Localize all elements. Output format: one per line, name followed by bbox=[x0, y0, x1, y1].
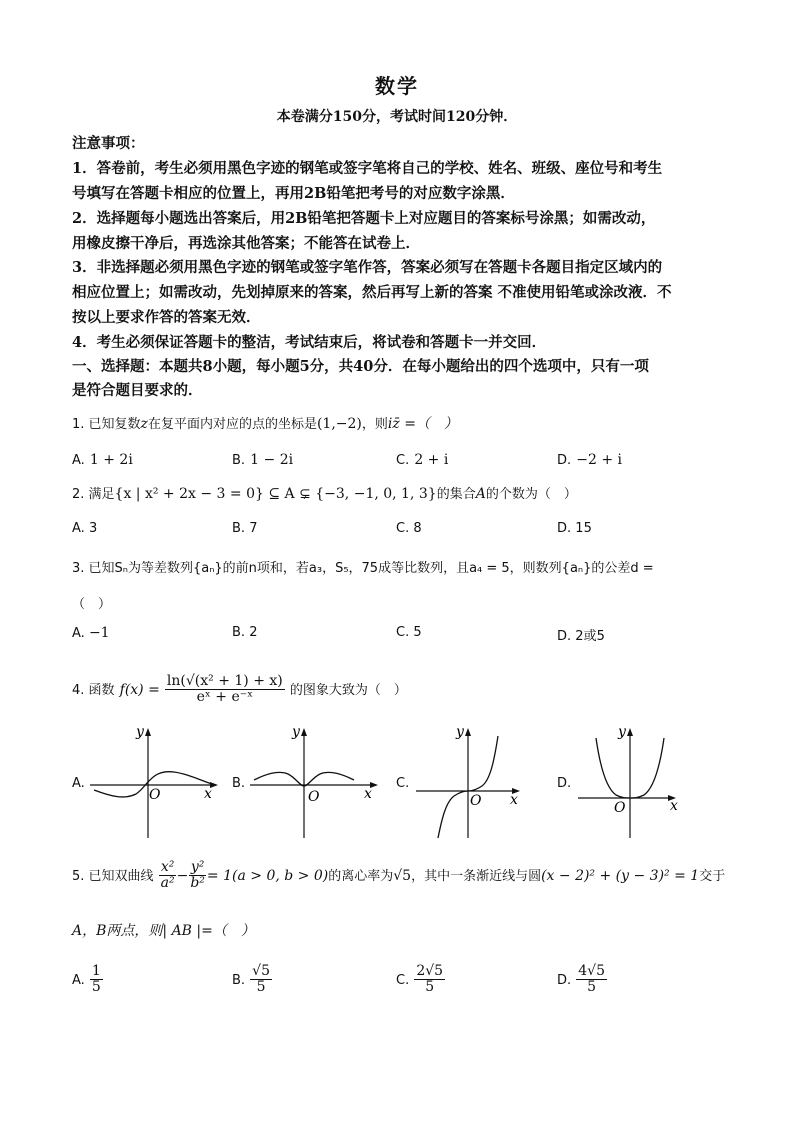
option-d[interactable]: D. 15 bbox=[557, 521, 592, 536]
origin-label: O bbox=[470, 793, 482, 809]
option-c[interactable]: C. 8 bbox=[396, 521, 422, 536]
option-d[interactable]: D. $\frac{4√5}{5}$ bbox=[557, 963, 605, 995]
option-a[interactable]: A. 3 bbox=[72, 521, 98, 536]
y-axis-arrow bbox=[145, 728, 151, 736]
graph-a[interactable] bbox=[88, 722, 223, 840]
x-label: x bbox=[364, 786, 372, 802]
notice-line: 2．选择题每小题选出答案后，用2B铅笔把答题卡上对应题目的答案标号涂黑；如需改动， bbox=[72, 210, 656, 227]
notice-line: 号填写在答题卡相应的位置上，再用2B铅笔把考号的对应数字涂黑． bbox=[72, 185, 515, 202]
section-heading: 一、选择题：本题共8小题，每小题5分，共40分．在每小题给出的四个选项中，只有一项 bbox=[72, 358, 649, 375]
question-3: 3. 已知Sₙ为等差数列{aₙ}的前n项和，若a₃，S₅，75成等比数列，且a₄ = 5，则数列{aₙ}的公差d = bbox=[72, 561, 654, 576]
section-heading: 是符合题目要求的． bbox=[72, 382, 203, 399]
question-5-line2: A，B两点，则| AB |=（ ） bbox=[72, 923, 255, 939]
option-a[interactable]: A. 1 + 2i bbox=[72, 452, 133, 468]
function-fraction: $\frac{\text{ln(√(x² + 1) + x)}}{\text{eˣ + e⁻ˣ}}$ bbox=[166, 673, 283, 705]
x-label: x bbox=[204, 786, 212, 802]
option-b[interactable]: B. 7 bbox=[232, 521, 258, 536]
option-b[interactable]: B. 1 − 2i bbox=[232, 452, 294, 468]
notice-line: 1．答卷前，考生必须用黑色字迹的钢笔或签字笔将自己的学校、姓名、班级、座位号和考生 bbox=[72, 160, 663, 177]
y-axis-arrow bbox=[627, 728, 633, 736]
option-a[interactable]: A. $\frac{1}{5}$ bbox=[72, 963, 101, 995]
exam-info: 本卷满分150分，考试时间120分钟． bbox=[276, 109, 518, 125]
graph-b-label[interactable]: B. bbox=[232, 776, 246, 791]
x-fraction: $\frac{\text{x²}}{\text{a²}}$ bbox=[160, 859, 175, 891]
notice-heading: 注意事项： bbox=[72, 135, 145, 152]
y-label: y bbox=[618, 724, 626, 740]
option-b[interactable]: B. 2 bbox=[232, 625, 258, 640]
graph-a-label[interactable]: A. bbox=[72, 776, 85, 791]
page-title: 数学 bbox=[375, 74, 419, 98]
option-c[interactable]: C. 2 + i bbox=[396, 452, 449, 468]
option-d[interactable]: D. 2或5 bbox=[557, 629, 605, 644]
x-label: x bbox=[670, 798, 678, 814]
question-3-bracket: （ ） bbox=[72, 597, 112, 612]
option-b[interactable]: B. $\frac{√5}{5}$ bbox=[232, 963, 270, 995]
graph-c[interactable] bbox=[412, 722, 547, 840]
y-label: y bbox=[456, 724, 464, 740]
notice-line: 4．考生必须保证答题卡的整洁，考试结束后，将试卷和答题卡一并交回． bbox=[72, 334, 547, 351]
graph-d[interactable] bbox=[574, 722, 709, 840]
y-axis-arrow bbox=[465, 728, 471, 736]
option-d[interactable]: D. −2 + i bbox=[557, 452, 622, 468]
question-2: 2. 满足{x | x² + 2x − 3 = 0} ⊆ A ⊊ {−3, −1, 0, 1, 3}的集合A的个数为（ ） bbox=[72, 486, 577, 502]
y-axis-arrow bbox=[301, 728, 307, 736]
option-c[interactable]: C. 5 bbox=[396, 625, 422, 640]
graph-c-label[interactable]: C. bbox=[396, 776, 410, 791]
y-fraction: $\frac{\text{y²}}{\text{b²}}$ bbox=[190, 859, 205, 891]
graph-b[interactable] bbox=[248, 722, 383, 840]
notice-line: 按以上要求作答的答案无效． bbox=[72, 309, 261, 326]
x-label: x bbox=[510, 792, 518, 808]
notice-line: 3．非选择题必须用黑色字迹的钢笔或签字笔作答，答案必须写在答题卡各题目指定区域内的 bbox=[72, 259, 663, 276]
origin-label: O bbox=[614, 800, 626, 816]
origin-label: O bbox=[149, 787, 161, 803]
option-a[interactable]: A. −1 bbox=[72, 625, 110, 641]
question-4: 4. 函数 f(x) = $\frac{\text{ln(√(x² + 1) + x)}}{\text{eˣ + e⁻ˣ}}$ 的图象大致为（ ） bbox=[72, 673, 407, 705]
y-label: y bbox=[292, 724, 300, 740]
option-c[interactable]: C. $\frac{2√5}{5}$ bbox=[396, 963, 444, 995]
question-5: 5. 已知双曲线 $\frac{\text{x²}}{\text{a²}}$ − $\frac{\text{y²}}{\text{b²}}$ = 1(a > 0, b > 0)的离心率为√5，其中一条渐近线与圆(x − 2)² + (y − 3)² = 1交于 bbox=[72, 859, 726, 891]
question-1: 1. 已知复数z在复平面内对应的点的坐标是(1,−2)，则iz̄ =（ ） bbox=[72, 416, 458, 432]
notice-line: 用橡皮擦干净后，再选涂其他答案；不能答在试卷上． bbox=[72, 235, 420, 252]
notice-line: 相应位置上；如需改动，先划掉原来的答案，然后再写上新的答案 不准使用铅笔或涂改液．不 bbox=[72, 284, 672, 301]
origin-label: O bbox=[308, 789, 320, 805]
graph-d-label[interactable]: D. bbox=[557, 776, 572, 791]
y-label: y bbox=[136, 724, 144, 740]
